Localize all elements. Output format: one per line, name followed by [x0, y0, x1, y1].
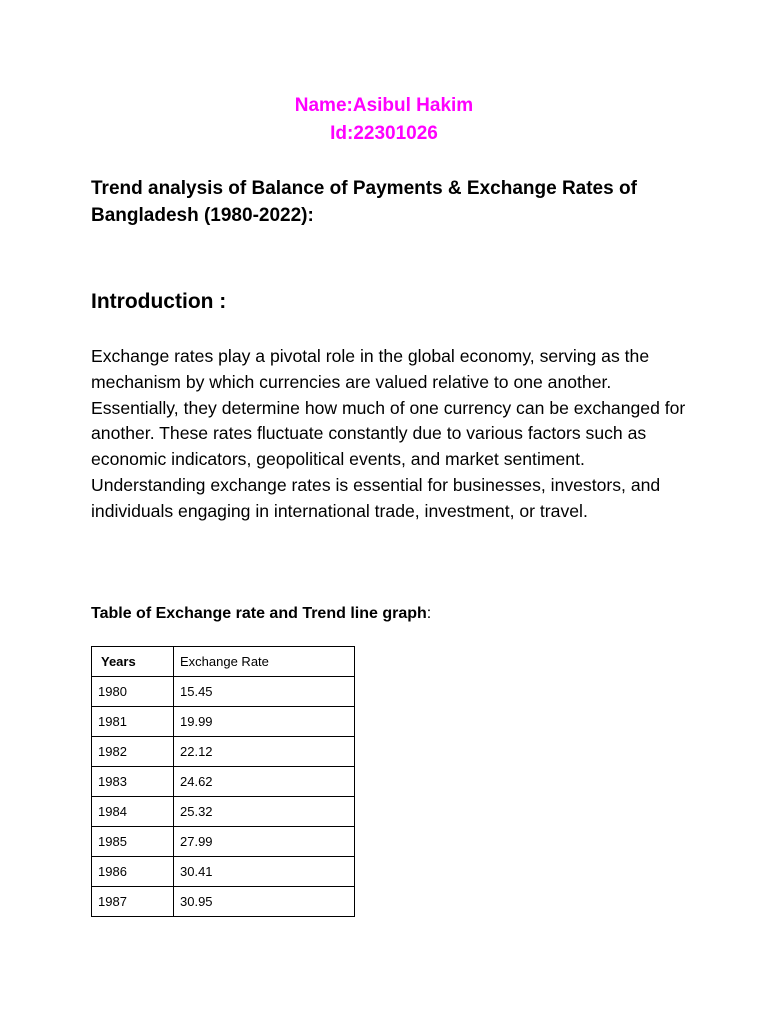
table-header-row	[92, 647, 355, 677]
year-cell: 1980	[92, 677, 174, 707]
year-cell: 1987	[92, 887, 174, 917]
table-caption	[91, 603, 431, 625]
year-cell: 1986	[92, 857, 174, 887]
author-id: Id:22301026	[330, 123, 438, 144]
rate-cell: 15.45	[174, 677, 355, 707]
header-exchange-rate: Exchange Rate	[174, 647, 355, 677]
header-years: Years	[92, 647, 174, 677]
rate-cell: 30.95	[174, 887, 355, 917]
introduction-paragraph: Exchange rates play a pivotal role in the global economy, serving as the mechanism by which currencies are valued relative to one another. Essentially, they determine how much of one currency can be exchanged for another. These rates fluctuate constantly due to various factors such as economic indicators, geopolitical events, and market sentiment. Understanding exchange rates is essential for businesses, investors, and individuals engaging in international trade, investment, or travel.	[91, 346, 686, 521]
year-cell: 1982	[92, 737, 174, 767]
year-cell: 1984	[92, 797, 174, 827]
author-name: Name:Asibul Hakim	[294, 95, 474, 116]
table-row	[92, 797, 355, 827]
introduction-heading: Introduction :	[91, 290, 227, 313]
rate-cell: 19.99	[174, 707, 355, 737]
table-row	[92, 737, 355, 767]
document-title: Trend analysis of Balance of Payments & Exchange Rates of Bangladesh (1980-2022):	[91, 178, 637, 226]
year-cell: 1985	[92, 827, 174, 857]
table-row	[92, 857, 355, 887]
rate-cell: 25.32	[174, 797, 355, 827]
table-row	[92, 887, 355, 917]
year-cell: 1983	[92, 767, 174, 797]
table-caption-colon: :	[426, 605, 432, 622]
table-row	[92, 677, 355, 707]
exchange-rate-table	[91, 646, 355, 917]
rate-cell: 30.41	[174, 857, 355, 887]
table-caption-text: Table of Exchange rate and Trend line graph	[91, 605, 427, 622]
table-row	[92, 827, 355, 857]
table-row	[92, 707, 355, 737]
rate-cell: 24.62	[174, 767, 355, 797]
rate-cell: 22.12	[174, 737, 355, 767]
year-cell: 1981	[92, 707, 174, 737]
table-row	[92, 767, 355, 797]
author-block	[0, 92, 768, 148]
rate-cell: 27.99	[174, 827, 355, 857]
